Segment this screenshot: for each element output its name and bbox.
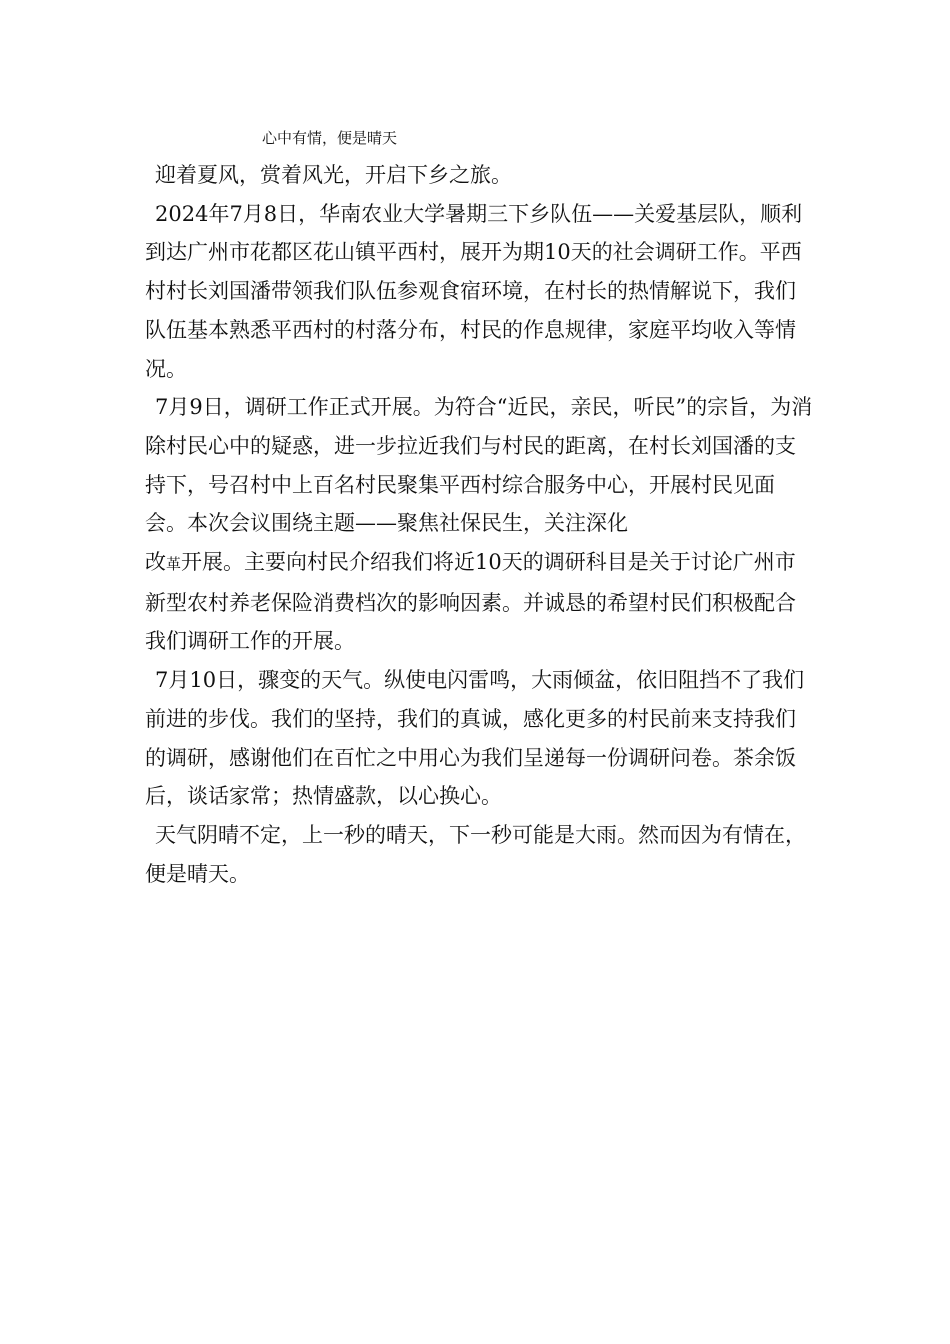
paragraph-3-rest: 开展。主要向村民介绍我们将近10天的调研科目是关于讨论广州市新型农村养老保险消费档次的影响因素。并诚恳的希望村民们积极配合我们调研工作的开展。 <box>145 550 796 654</box>
paragraph-4: 7月10日，骤变的天气。纵使电闪雷鸣，大雨倾盆，依旧阻挡不了我们前进的步伐。我们的坚持，我们的真诚，感化更多的村民前来支持我们的调研，感谢他们在百忙之中用心为我们呈递每一份调研问卷。茶余饭后，谈话家常；热情盛款，以心换心。 <box>145 668 805 809</box>
paragraph-2: 2024年7月8日，华南农业大学暑期三下乡队伍——关爱基层队，顺利到达广州市花都区花山镇平西村，展开为期10天的社会调研工作。平西村村长刘国潘带领我们队伍参观食宿环境，在村长的热情解说下，我们队伍基本熟悉平西村的村落分布，村民的作息规律，家庭平均收入等情况。 <box>145 201 803 381</box>
paragraph-3-char-gai: 改 <box>145 550 166 575</box>
document-body <box>145 156 815 893</box>
paragraph-3-char-ge: 革 <box>166 555 182 574</box>
paragraph-1: 迎着夏风，赏着风光，开启下乡之旅。 <box>155 163 512 187</box>
paragraph-5: 天气阴晴不定，上一秒的晴天，下一秒可能是大雨。然而因为有情在，便是晴天。 <box>145 822 806 886</box>
paragraph-3-text: 7月9日，调研工作正式开展。为符合“近民，亲民，听民”的宗旨，为消除村民心中的疑惑，进一步拉近我们与村民的距离，在村长刘国潘的支持下，号召村中上百名村民聚集平西村综合服务中心，开展村民见面会。本次会议围绕主题——聚焦社保民生，关注深化 <box>145 395 813 536</box>
paragraph-3 <box>145 388 815 661</box>
document-title: 心中有情，便是晴天 <box>262 129 398 147</box>
